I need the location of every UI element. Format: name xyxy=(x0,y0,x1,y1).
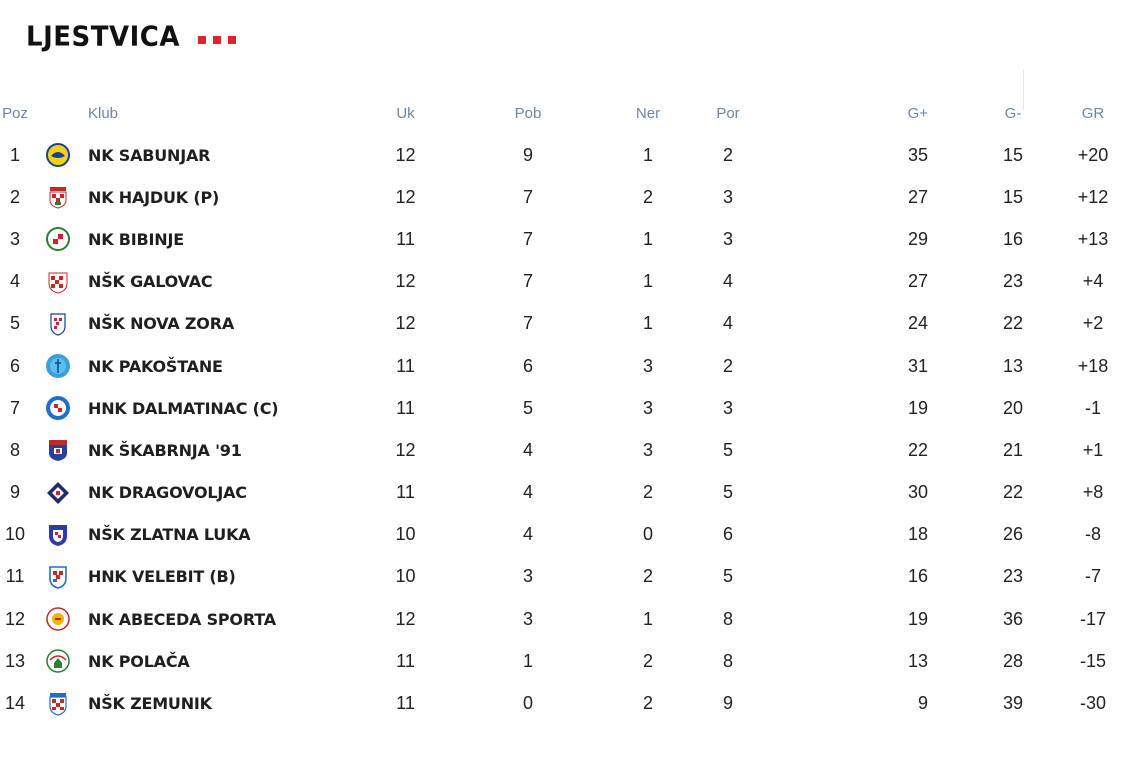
draws: 2 xyxy=(642,650,653,671)
goal-difference: -30 xyxy=(1079,693,1106,714)
club-crest-cell xyxy=(30,472,85,514)
accent-dot xyxy=(213,36,221,44)
row-position: 10 xyxy=(4,524,26,545)
wins: 7 xyxy=(522,313,533,334)
table-row xyxy=(0,261,1133,303)
crest-hajduk-icon xyxy=(45,184,71,210)
club-name[interactable]: NK ŠKABRNJA '91 xyxy=(88,440,242,460)
goals-against: 15 xyxy=(1002,144,1024,165)
table-row xyxy=(0,556,1133,598)
goal-difference: -8 xyxy=(1084,524,1101,545)
draws: 1 xyxy=(642,271,653,292)
col-header-poz: Poz xyxy=(2,104,28,122)
matches-played: 11 xyxy=(396,693,415,714)
club-crest-cell xyxy=(30,345,85,387)
draws: 1 xyxy=(642,228,653,249)
table-row xyxy=(0,472,1133,514)
club-crest-cell xyxy=(30,598,85,640)
goals-for: 22 xyxy=(907,439,928,460)
col-header-uk: Uk xyxy=(396,104,415,122)
wins: 0 xyxy=(522,693,533,714)
goals-against: 39 xyxy=(1002,693,1024,714)
club-name[interactable]: NŠK ZEMUNIK xyxy=(88,694,212,714)
page-header xyxy=(26,22,243,52)
goal-difference: -1 xyxy=(1084,397,1101,418)
row-position: 14 xyxy=(4,693,26,714)
draws: 2 xyxy=(642,482,653,503)
wins: 5 xyxy=(522,397,533,418)
row-position: 12 xyxy=(4,608,26,629)
wins: 3 xyxy=(522,566,533,587)
club-crest-cell xyxy=(30,176,85,218)
goals-for: 24 xyxy=(907,313,928,334)
draws: 1 xyxy=(642,608,653,629)
losses: 4 xyxy=(722,313,733,334)
goal-difference: -15 xyxy=(1079,650,1106,671)
goals-for: 27 xyxy=(907,186,928,207)
club-crest-cell xyxy=(30,429,85,471)
matches-played: 12 xyxy=(395,271,416,292)
club-name[interactable]: NŠK ZLATNA LUKA xyxy=(88,525,251,545)
losses: 5 xyxy=(722,482,733,503)
row-position: 3 xyxy=(9,228,20,249)
crest-galovac-icon xyxy=(45,269,71,295)
losses: 8 xyxy=(722,650,733,671)
matches-played: 12 xyxy=(395,313,416,334)
table-header-row xyxy=(0,92,1133,134)
col-header-ner: Ner xyxy=(635,104,661,122)
club-crest-cell xyxy=(30,134,85,176)
losses: 9 xyxy=(722,693,733,714)
club-name[interactable]: NK SABUNJAR xyxy=(88,145,211,165)
club-name[interactable]: NK HAJDUK (P) xyxy=(88,187,220,207)
goals-for: 31 xyxy=(907,355,928,376)
matches-played: 12 xyxy=(395,186,416,207)
col-header-gminus: G- xyxy=(1004,104,1022,122)
goal-difference: -17 xyxy=(1079,608,1106,629)
crest-polaca-icon xyxy=(45,648,71,674)
wins: 4 xyxy=(522,524,533,545)
club-name[interactable]: NK POLAČA xyxy=(88,651,190,671)
draws: 2 xyxy=(642,186,653,207)
goals-against: 16 xyxy=(1002,228,1024,249)
table-row xyxy=(0,218,1133,260)
goals-against: 20 xyxy=(1002,397,1024,418)
row-position: 4 xyxy=(9,271,20,292)
goal-difference: +8 xyxy=(1082,482,1104,503)
table-row xyxy=(0,303,1133,345)
club-crest-cell xyxy=(30,303,85,345)
draws: 2 xyxy=(642,566,653,587)
club-crest-cell xyxy=(30,682,85,724)
losses: 3 xyxy=(722,186,733,207)
row-position: 6 xyxy=(9,355,20,376)
wins: 1 xyxy=(522,650,533,671)
matches-played: 11 xyxy=(396,482,415,503)
draws: 3 xyxy=(642,355,653,376)
goals-against: 28 xyxy=(1002,650,1024,671)
matches-played: 11 xyxy=(396,650,415,671)
crest-skabrnja-icon xyxy=(45,437,71,463)
table-row xyxy=(0,429,1133,471)
goals-against: 36 xyxy=(1002,608,1024,629)
goals-against: 26 xyxy=(1002,524,1024,545)
row-position: 1 xyxy=(9,144,20,165)
row-position: 5 xyxy=(9,313,20,334)
row-position: 8 xyxy=(9,439,20,460)
title-accent-dots xyxy=(198,36,243,44)
table-row xyxy=(0,598,1133,640)
losses: 4 xyxy=(722,271,733,292)
club-name[interactable]: HNK VELEBIT (B) xyxy=(88,567,236,587)
wins: 7 xyxy=(522,186,533,207)
losses: 6 xyxy=(722,524,733,545)
goals-for: 13 xyxy=(907,650,928,671)
goals-against: 23 xyxy=(1002,271,1024,292)
table-row xyxy=(0,682,1133,724)
wins: 6 xyxy=(522,355,533,376)
row-position: 13 xyxy=(4,650,26,671)
table-row xyxy=(0,387,1133,429)
goals-against: 13 xyxy=(1002,355,1024,376)
club-crest-cell xyxy=(30,261,85,303)
draws: 1 xyxy=(642,144,653,165)
col-header-logo xyxy=(30,92,85,134)
goal-difference: +12 xyxy=(1077,186,1109,207)
matches-played: 10 xyxy=(395,566,416,587)
col-header-gr: GR xyxy=(1081,104,1105,122)
table-row xyxy=(0,176,1133,218)
club-name[interactable]: NŠK GALOVAC xyxy=(88,272,213,292)
crest-zlatna-luka-icon xyxy=(45,522,71,548)
club-crest-cell xyxy=(30,514,85,556)
goals-against: 15 xyxy=(1002,186,1024,207)
club-name[interactable]: NK DRAGOVOLJAC xyxy=(88,483,247,503)
goal-difference: +1 xyxy=(1082,439,1104,460)
goal-difference: +20 xyxy=(1077,144,1109,165)
matches-played: 11 xyxy=(396,397,415,418)
crest-dalmatinac-icon xyxy=(45,395,71,421)
goals-against: 22 xyxy=(1002,313,1024,334)
col-header-klub: Klub xyxy=(88,104,119,122)
draws: 1 xyxy=(642,313,653,334)
goals-for: 19 xyxy=(907,397,928,418)
club-name[interactable]: NK BIBINJE xyxy=(88,229,184,249)
goal-difference: +2 xyxy=(1082,313,1104,334)
matches-played: 10 xyxy=(395,524,416,545)
goals-for: 9 xyxy=(917,693,928,714)
goals-for: 18 xyxy=(907,524,928,545)
crest-zemunik-icon xyxy=(45,691,71,717)
club-name[interactable]: NŠK NOVA ZORA xyxy=(88,314,235,334)
goals-for: 19 xyxy=(907,608,928,629)
club-name[interactable]: NK ABECEDA SPORTA xyxy=(88,609,276,629)
losses: 2 xyxy=(722,144,733,165)
losses: 3 xyxy=(722,228,733,249)
club-crest-cell xyxy=(30,640,85,682)
wins: 7 xyxy=(522,271,533,292)
matches-played: 11 xyxy=(396,228,415,249)
wins: 4 xyxy=(522,482,533,503)
losses: 5 xyxy=(722,439,733,460)
crest-bibinje-icon xyxy=(45,226,71,252)
wins: 4 xyxy=(522,439,533,460)
page-title: LJESTVICA xyxy=(26,21,180,53)
draws: 0 xyxy=(642,524,653,545)
club-name[interactable]: HNK DALMATINAC (C) xyxy=(88,398,279,418)
losses: 8 xyxy=(722,608,733,629)
club-crest-cell xyxy=(30,218,85,260)
wins: 7 xyxy=(522,228,533,249)
standings-table xyxy=(0,92,1133,725)
row-position: 9 xyxy=(9,482,20,503)
losses: 5 xyxy=(722,566,733,587)
table-row xyxy=(0,640,1133,682)
wins: 3 xyxy=(522,608,533,629)
losses: 2 xyxy=(722,355,733,376)
goals-for: 27 xyxy=(907,271,928,292)
goals-for: 16 xyxy=(907,566,928,587)
goal-difference: +4 xyxy=(1082,271,1104,292)
col-header-pob: Pob xyxy=(514,104,542,122)
goal-difference: +13 xyxy=(1077,228,1109,249)
goals-for: 35 xyxy=(907,144,928,165)
goals-for: 30 xyxy=(907,482,928,503)
goal-difference: +18 xyxy=(1077,355,1109,376)
draws: 2 xyxy=(642,693,653,714)
club-name[interactable]: NK PAKOŠTANE xyxy=(88,356,223,376)
table-row xyxy=(0,345,1133,387)
table-row xyxy=(0,514,1133,556)
matches-played: 12 xyxy=(395,144,416,165)
club-crest-cell xyxy=(30,556,85,598)
crest-abeceda-sporta-icon xyxy=(45,606,71,632)
row-position: 11 xyxy=(5,566,25,587)
table-row xyxy=(0,134,1133,176)
crest-sabunjar-icon xyxy=(45,142,71,168)
losses: 3 xyxy=(722,397,733,418)
draws: 3 xyxy=(642,397,653,418)
accent-dot xyxy=(228,36,236,44)
goals-against: 22 xyxy=(1002,482,1024,503)
goals-for: 29 xyxy=(907,228,928,249)
goals-against: 23 xyxy=(1002,566,1024,587)
matches-played: 11 xyxy=(396,355,415,376)
crest-pakostane-icon xyxy=(45,353,71,379)
row-position: 7 xyxy=(9,397,20,418)
wins: 9 xyxy=(522,144,533,165)
crest-nova-zora-icon xyxy=(45,311,71,337)
crest-dragovoljac-icon xyxy=(45,480,71,506)
matches-played: 12 xyxy=(395,439,416,460)
goals-against: 21 xyxy=(1002,439,1024,460)
goal-difference: -7 xyxy=(1084,566,1101,587)
crest-velebit-icon xyxy=(45,564,71,590)
accent-dot xyxy=(198,36,206,44)
draws: 3 xyxy=(642,439,653,460)
matches-played: 12 xyxy=(395,608,416,629)
row-position: 2 xyxy=(9,186,20,207)
club-crest-cell xyxy=(30,387,85,429)
col-header-por: Por xyxy=(716,104,740,122)
col-header-gplus: G+ xyxy=(907,104,928,122)
